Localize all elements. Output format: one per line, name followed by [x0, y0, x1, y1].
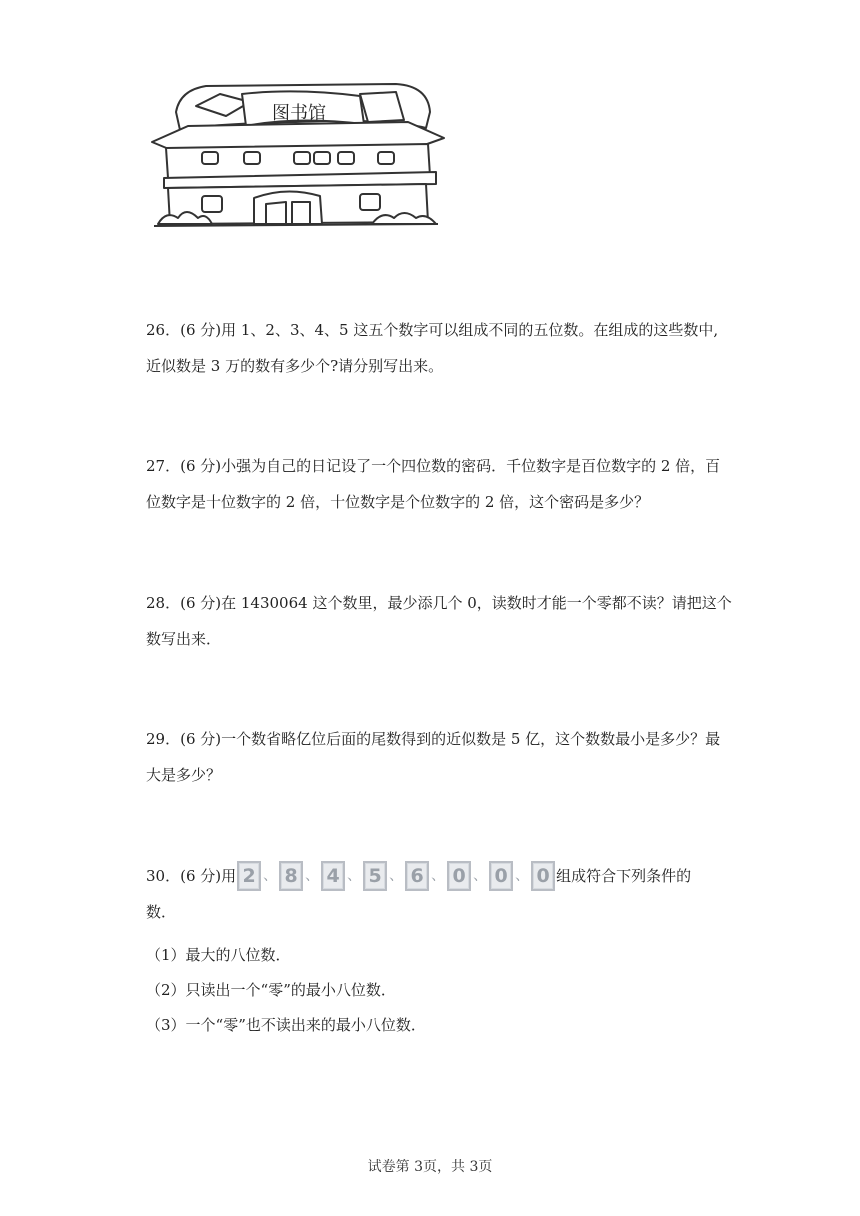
card-separator: 、: [347, 868, 362, 884]
digit-card: 0: [447, 861, 471, 891]
question-26: [146, 312, 726, 384]
question-29: [146, 721, 726, 793]
card-separator: 、: [431, 868, 446, 884]
sub-question-3: （3）一个“零”也不读出来的最小八位数．: [146, 1016, 426, 1034]
question-text-line: 大是多少？: [146, 766, 222, 784]
digit-card: 6: [405, 861, 429, 891]
question-text-line: 28．(6 分)在 1430064 这个数里，最少添几个 0，读数时才能一个零都不读？请把这个: [146, 594, 732, 612]
library-illustration: [146, 72, 446, 242]
digit-card: 2: [237, 861, 261, 891]
digit-card: 8: [279, 861, 303, 891]
question-text-line: 位数字是十位数字的 2 倍，十位数字是个位数字的 2 倍，这个密码是多少？: [146, 493, 650, 511]
question-text-line: 数．: [146, 903, 177, 921]
card-separator: 、: [305, 868, 320, 884]
digit-card: 5: [363, 861, 387, 891]
question-30-suffix: 组成符合下列条件的: [556, 867, 692, 885]
question-30-prefix: 30．(6 分)用: [146, 867, 237, 885]
question-30-line-1: [146, 858, 726, 894]
question-text-line: 近似数是 3 万的数有多少个?请分别写出来。: [146, 357, 444, 375]
question-text-line: 29．(6 分)一个数省略亿位后面的尾数得到的近似数是 5 亿，这个数数最小是多少？最: [146, 730, 721, 748]
question-text-line: 27．(6 分)小强为自己的日记设了一个四位数的密码．千位数字是百位数字的 2 倍，百: [146, 457, 721, 475]
digit-card: 4: [321, 861, 345, 891]
card-separator: 、: [473, 868, 488, 884]
sub-question-1: （1）最大的八位数．: [146, 946, 291, 964]
card-separator: 、: [263, 868, 278, 884]
card-separator: 、: [515, 868, 530, 884]
question-30: [146, 858, 726, 930]
library-sign-text: 图书馆: [272, 103, 326, 124]
question-30-subitems: [146, 938, 426, 1043]
digit-card: 0: [489, 861, 513, 891]
digit-card: 0: [531, 861, 555, 891]
question-28: [146, 585, 732, 657]
sub-question-2: （2）只读出一个“零”的最小八位数．: [146, 981, 396, 999]
question-text-line: 数写出来．: [146, 630, 222, 648]
card-separator: 、: [389, 868, 404, 884]
question-27: [146, 448, 726, 520]
digit-cards: [236, 858, 556, 894]
question-text-line: 26．(6 分)用 1、2、3、4、5 这五个数字可以组成不同的五位数。在组成的这些数中,: [146, 321, 719, 339]
page-footer: 试卷第 3页，共 3页: [367, 1159, 493, 1175]
